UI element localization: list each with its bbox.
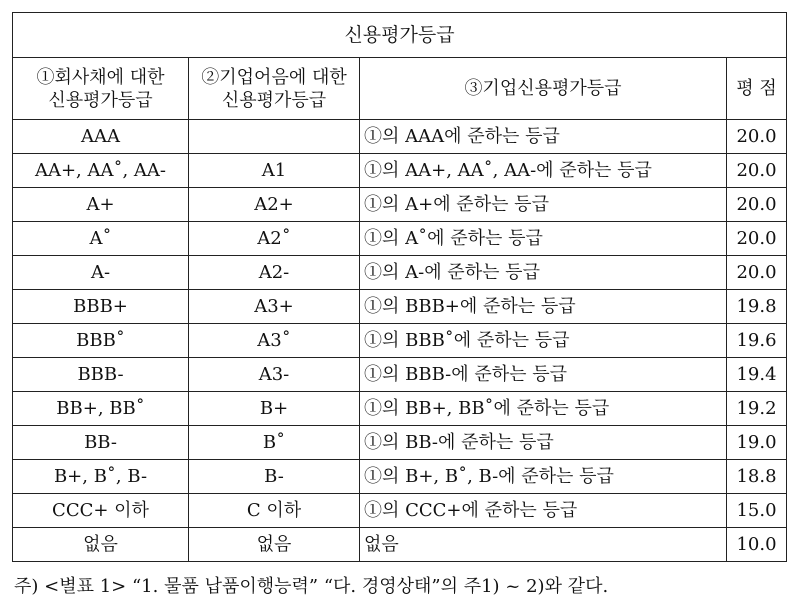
cell-bond-rating: BBB˚ [13, 324, 189, 358]
cell-score: 18.8 [727, 460, 787, 494]
header-bond-rating [13, 58, 189, 120]
cell-corp-rating: ①의 BBB-에 준하는 등급 [360, 358, 727, 392]
cell-bond-rating: 없음 [13, 528, 189, 562]
cell-bond-rating: AA+, AA˚, AA- [13, 154, 189, 188]
cell-cp-rating: 없음 [189, 528, 360, 562]
cell-bond-rating: BB- [13, 426, 189, 460]
cell-score: 19.8 [727, 290, 787, 324]
table-row [13, 188, 787, 222]
cell-corp-rating: 없음 [360, 528, 727, 562]
table-row [13, 154, 787, 188]
cell-score: 19.2 [727, 392, 787, 426]
cell-bond-rating: BB+, BB˚ [13, 392, 189, 426]
cell-cp-rating: A1 [189, 154, 360, 188]
table-row [13, 358, 787, 392]
cell-corp-rating: ①의 B+, B˚, B-에 준하는 등급 [360, 460, 727, 494]
table-row [13, 324, 787, 358]
cell-score: 20.0 [727, 222, 787, 256]
header-bond-rating-line2: 신용평가등급 [48, 89, 153, 111]
cell-score: 20.0 [727, 256, 787, 290]
footnote: 주) <별표 1> “1. 물품 납품이행능력” “다. 경영상태”의 주1) ~ 2)와 같다. [14, 576, 609, 597]
cell-bond-rating: CCC+ 이하 [13, 494, 189, 528]
cell-score: 15.0 [727, 494, 787, 528]
table-row [13, 256, 787, 290]
header-cp-rating-line1: ②기업어음에 대한 [201, 66, 347, 88]
cell-score: 19.6 [727, 324, 787, 358]
cell-score: 20.0 [727, 154, 787, 188]
cell-corp-rating: ①의 BB+, BB˚에 준하는 등급 [360, 392, 727, 426]
cell-corp-rating: ①의 AAA에 준하는 등급 [360, 120, 727, 154]
table-row [13, 120, 787, 154]
cell-bond-rating: A˚ [13, 222, 189, 256]
cell-bond-rating: B+, B˚, B- [13, 460, 189, 494]
cell-cp-rating: B+ [189, 392, 360, 426]
cell-cp-rating: B- [189, 460, 360, 494]
cell-bond-rating: A- [13, 256, 189, 290]
cell-cp-rating: C 이하 [189, 494, 360, 528]
cell-cp-rating: A2+ [189, 188, 360, 222]
cell-bond-rating: A+ [13, 188, 189, 222]
cell-cp-rating: A2- [189, 256, 360, 290]
cell-bond-rating: AAA [13, 120, 189, 154]
header-cp-rating-line2: 신용평가등급 [221, 89, 327, 111]
table-header-row [13, 58, 787, 120]
header-bond-rating-line1: ①회사채에 대한 [36, 66, 165, 88]
cell-score: 20.0 [727, 188, 787, 222]
table-row [13, 460, 787, 494]
cell-corp-rating: ①의 BBB+에 준하는 등급 [360, 290, 727, 324]
cell-corp-rating: ①의 BBB˚에 준하는 등급 [360, 324, 727, 358]
table-row [13, 426, 787, 460]
header-score: 평 점 [727, 58, 787, 120]
table-row [13, 290, 787, 324]
cell-cp-rating [189, 120, 360, 154]
cell-corp-rating: ①의 A˚에 준하는 등급 [360, 222, 727, 256]
header-cp-rating [189, 58, 360, 120]
cell-corp-rating: ①의 BB-에 준하는 등급 [360, 426, 727, 460]
cell-corp-rating: ①의 A-에 준하는 등급 [360, 256, 727, 290]
table-row [13, 222, 787, 256]
table-title: 신용평가등급 [13, 13, 787, 58]
table-row [13, 528, 787, 562]
table-title-row [13, 13, 787, 58]
table-row [13, 494, 787, 528]
cell-score: 19.0 [727, 426, 787, 460]
cell-bond-rating: BBB- [13, 358, 189, 392]
cell-score: 20.0 [727, 120, 787, 154]
cell-corp-rating: ①의 AA+, AA˚, AA-에 준하는 등급 [360, 154, 727, 188]
cell-score: 10.0 [727, 528, 787, 562]
cell-score: 19.4 [727, 358, 787, 392]
cell-cp-rating: A2˚ [189, 222, 360, 256]
table-row [13, 392, 787, 426]
cell-cp-rating: A3+ [189, 290, 360, 324]
header-corp-rating: ③기업신용평가등급 [360, 58, 727, 120]
cell-corp-rating: ①의 CCC+에 준하는 등급 [360, 494, 727, 528]
credit-rating-table [12, 12, 787, 562]
cell-cp-rating: A3˚ [189, 324, 360, 358]
cell-cp-rating: B˚ [189, 426, 360, 460]
cell-cp-rating: A3- [189, 358, 360, 392]
cell-corp-rating: ①의 A+에 준하는 등급 [360, 188, 727, 222]
cell-bond-rating: BBB+ [13, 290, 189, 324]
